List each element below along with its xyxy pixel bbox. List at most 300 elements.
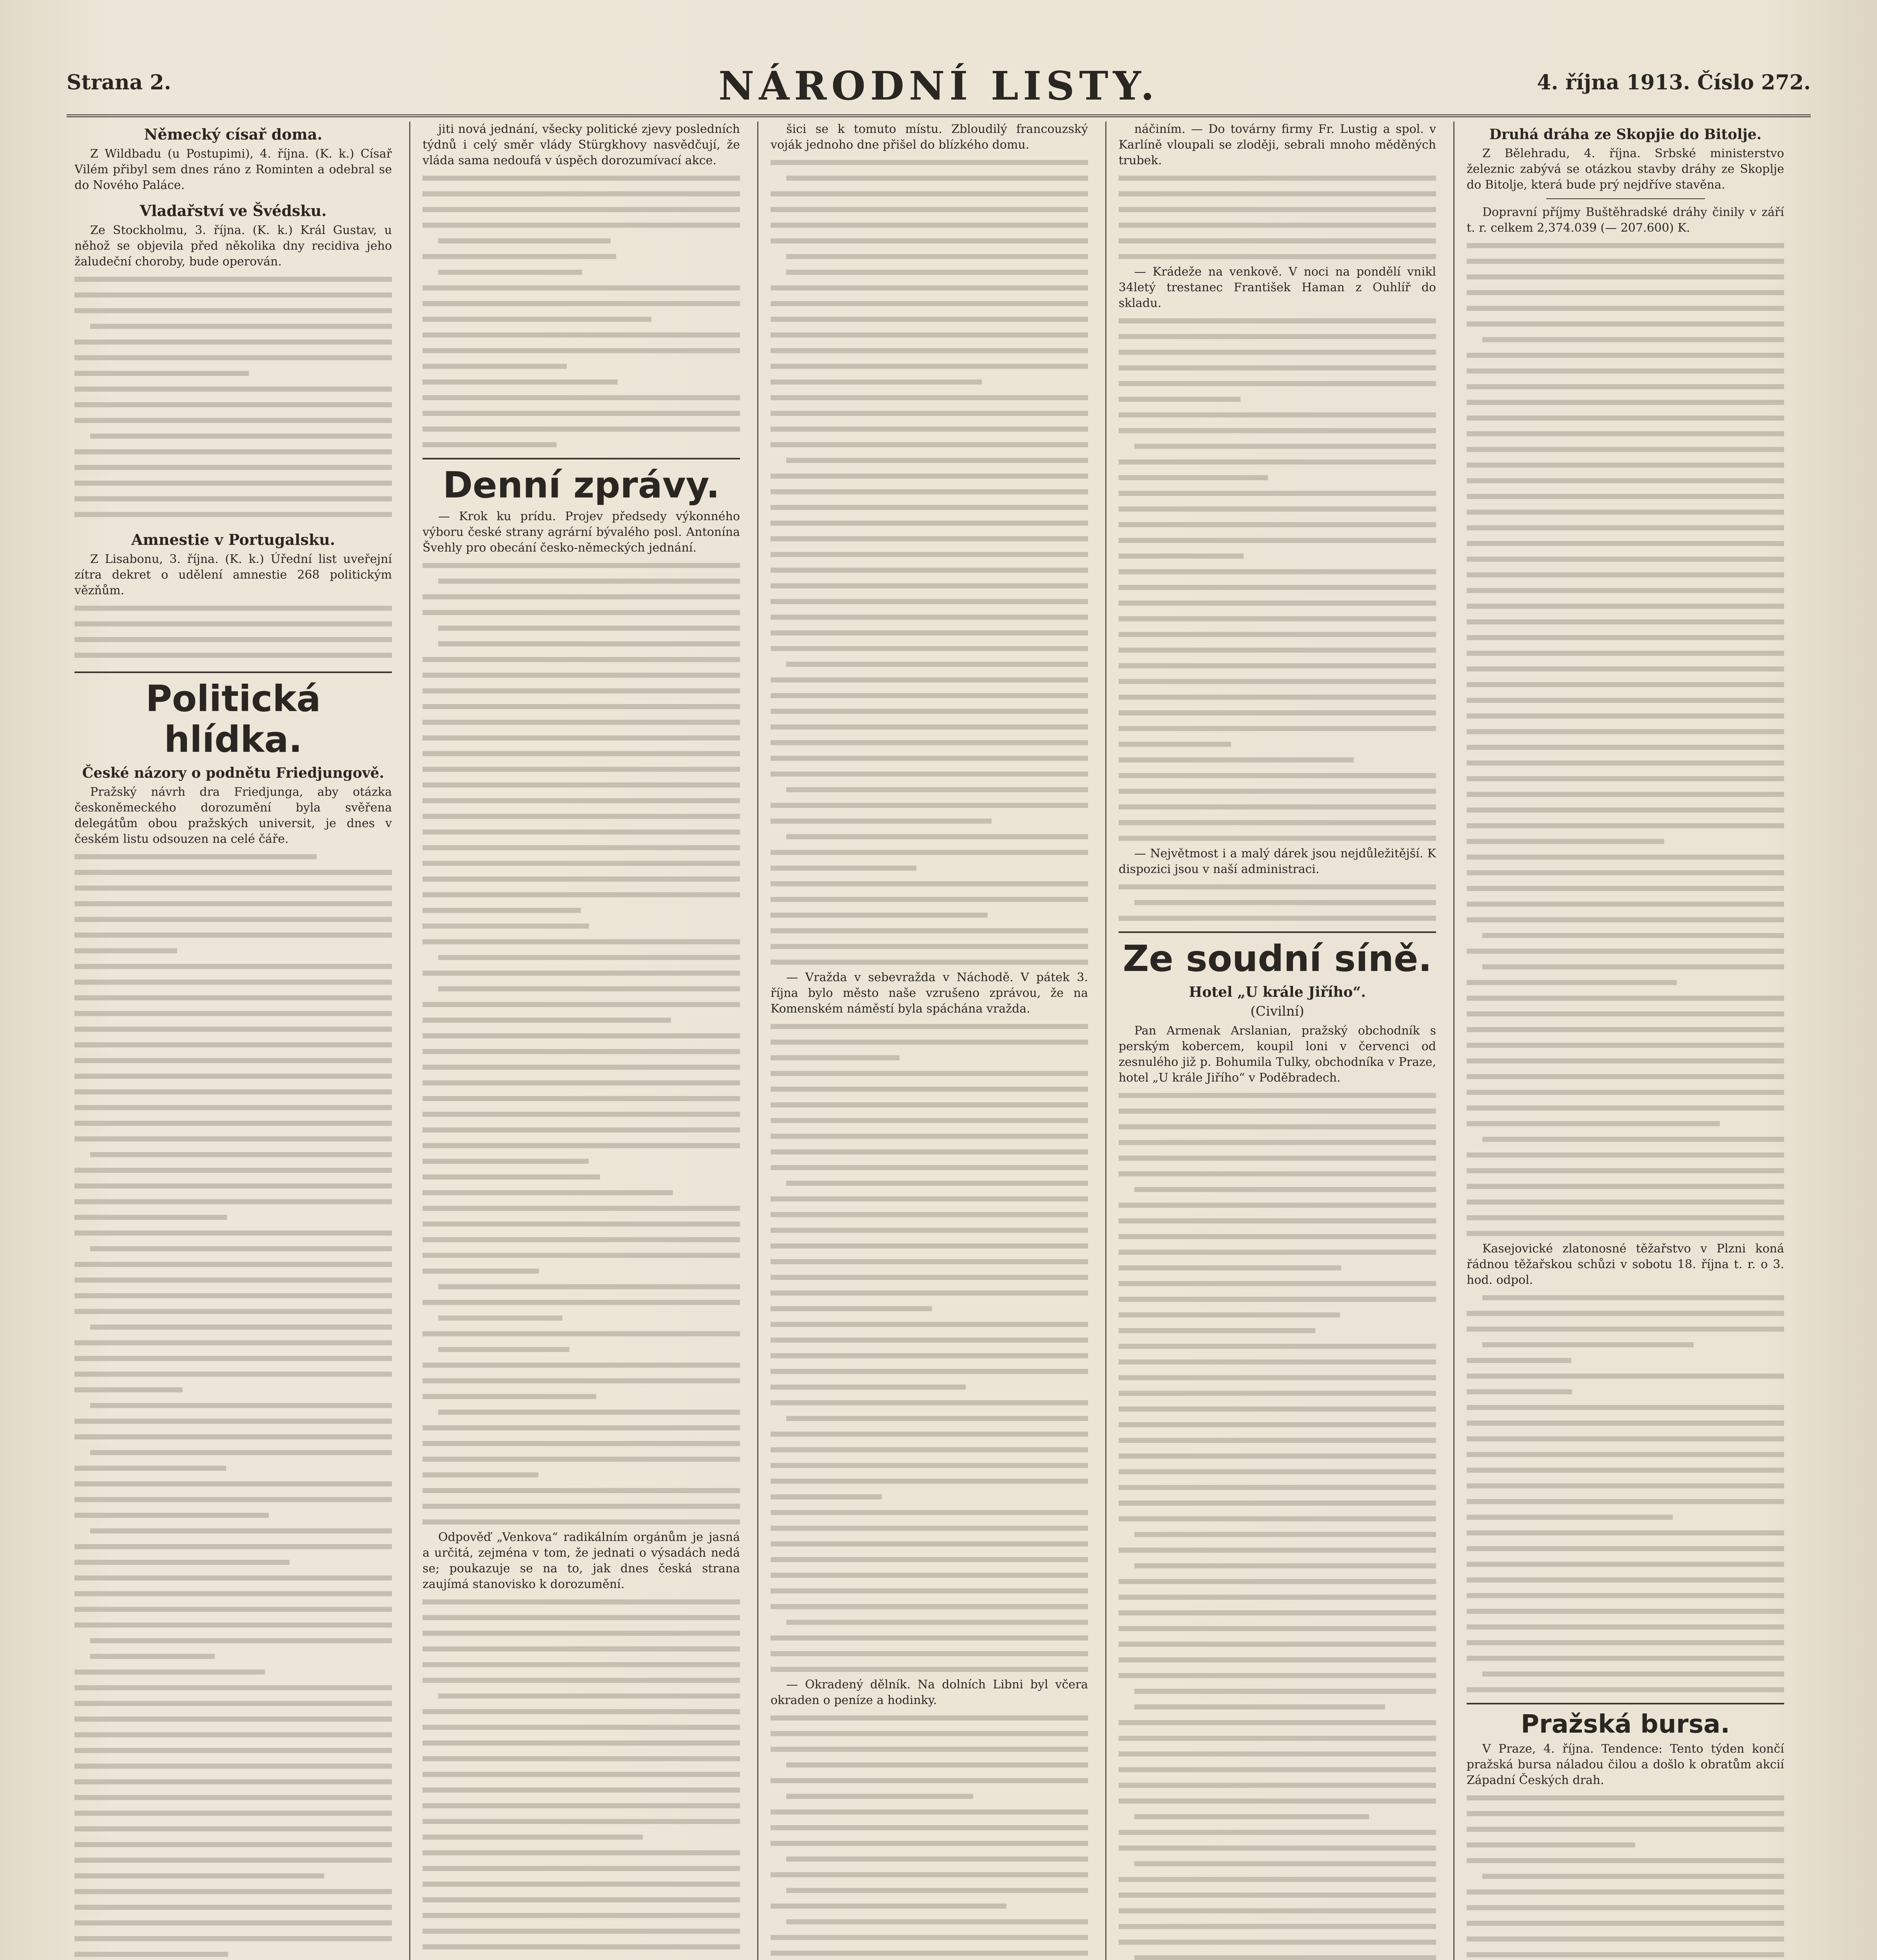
text-line [771, 1175, 1088, 1191]
text-line [1119, 344, 1436, 360]
text-line [1119, 1511, 1436, 1526]
text-line [1467, 661, 1784, 677]
section-title: Politická hlídka. [145, 678, 321, 760]
text-line [74, 974, 392, 990]
text-line [423, 1892, 740, 1907]
text-line [1467, 1147, 1784, 1163]
text-line [771, 1867, 1088, 1882]
text-line [74, 1037, 392, 1053]
text-line [74, 1633, 392, 1648]
text-line [771, 233, 1088, 249]
text-line [74, 475, 392, 491]
text-line [423, 871, 740, 887]
text-line [74, 271, 392, 287]
text-line [771, 327, 1088, 343]
text-line [1119, 360, 1436, 376]
text-line [1119, 752, 1436, 768]
column-divider [757, 122, 758, 1960]
text-line [1119, 391, 1436, 407]
text-line [771, 1410, 1088, 1426]
text-line [771, 766, 1088, 782]
text-line [771, 1489, 1088, 1504]
text-line [771, 625, 1088, 641]
text-line [771, 1285, 1088, 1301]
text-line [1119, 1903, 1436, 1918]
text-line [74, 880, 392, 896]
text-line [74, 1931, 392, 1946]
text-line [74, 1225, 392, 1241]
article-body-lines [1467, 1290, 1784, 1697]
text-line [423, 777, 740, 793]
text-line [1467, 1603, 1784, 1619]
page-number: Strana 2. [67, 71, 171, 94]
text-line [423, 887, 740, 902]
text-line [1119, 1448, 1436, 1464]
issue-date: 4. října 1913. Číslo 272. [1537, 71, 1811, 94]
text-line [1119, 1715, 1436, 1730]
text-line [1467, 786, 1784, 802]
text-line [771, 1630, 1088, 1646]
text-line [771, 1301, 1088, 1316]
text-line [1119, 1213, 1436, 1229]
text-line [423, 699, 740, 714]
article-headline: Druhá dráha ze Skopjie do Bitolje. [1489, 126, 1762, 143]
masthead-rule [67, 114, 1811, 117]
article [74, 202, 392, 522]
text-line [1467, 1305, 1784, 1321]
text-line [423, 1610, 740, 1625]
text-line [771, 735, 1088, 750]
text-line [1119, 1589, 1436, 1605]
text-line [74, 287, 392, 303]
text-line [1119, 1573, 1436, 1589]
text-line [1467, 1053, 1784, 1069]
text-line [1119, 470, 1436, 485]
text-line [771, 468, 1088, 484]
text-line [1467, 1635, 1784, 1650]
text-line [771, 923, 1088, 938]
section-title: Ze soudní síně. [1123, 938, 1432, 980]
text-line [771, 1804, 1088, 1820]
text-line [771, 562, 1088, 578]
text-line [1467, 1915, 1784, 1931]
text-line [74, 318, 392, 334]
text-line [1119, 799, 1436, 815]
text-line [1119, 1119, 1436, 1134]
text-line [1119, 1229, 1436, 1244]
text-line [423, 1498, 740, 1514]
text-line [771, 1254, 1088, 1269]
text-line [423, 1829, 740, 1845]
article [74, 125, 392, 193]
text-line [1467, 1572, 1784, 1588]
text-line [771, 876, 1088, 891]
text-line [1467, 755, 1784, 771]
text-line [423, 1122, 740, 1138]
text-line [74, 1178, 392, 1194]
text-line [771, 938, 1088, 954]
text-line [771, 437, 1088, 452]
text-line [1467, 1509, 1784, 1525]
text-line [74, 1366, 392, 1382]
text-line [771, 1457, 1088, 1473]
text-line [1119, 1197, 1436, 1213]
text-line [1467, 1837, 1784, 1853]
text-line [423, 1451, 740, 1467]
text-line [1119, 626, 1436, 642]
text-line [1119, 1323, 1436, 1338]
text-line [1119, 1526, 1436, 1542]
text-line [771, 1426, 1088, 1442]
text-line [74, 1021, 392, 1037]
text-line [1119, 658, 1436, 673]
text-line [771, 907, 1088, 923]
text-line [1467, 535, 1784, 551]
text-line [423, 1766, 740, 1782]
text-line [1467, 363, 1784, 379]
text-line [1467, 724, 1784, 739]
text-line [1119, 1103, 1436, 1119]
text-line [771, 1788, 1088, 1804]
text-line [771, 1536, 1088, 1552]
text-line [1119, 548, 1436, 564]
text-line [1467, 253, 1784, 269]
text-line [771, 390, 1088, 405]
text-line [771, 1504, 1088, 1520]
text-line [74, 1601, 392, 1617]
text-line [771, 170, 1088, 186]
text-line [771, 1520, 1088, 1536]
article-text: Dopravní příjmy Buštěhradské dráhy činily v září t. r. celkem 2,374.039 (— 207.600) K. [1467, 205, 1784, 235]
text-line [1119, 1730, 1436, 1746]
text-line [1119, 830, 1436, 846]
text-line [74, 365, 392, 381]
text-line [771, 656, 1088, 672]
text-line [1119, 170, 1436, 186]
text-line [1467, 347, 1784, 363]
text-line [771, 1726, 1088, 1741]
text-line [1467, 833, 1784, 849]
article-body-lines [771, 1018, 1088, 1677]
text-line [423, 1310, 740, 1326]
text-line [771, 829, 1088, 844]
text-line [423, 761, 740, 777]
text-line [1467, 912, 1784, 927]
text-line [1119, 1871, 1436, 1887]
text-line [423, 652, 740, 667]
text-line [1467, 583, 1784, 598]
text-line [423, 1436, 740, 1451]
text-line [1467, 300, 1784, 316]
text-line [1467, 1884, 1784, 1900]
text-line [1467, 1682, 1784, 1697]
text-line [74, 1586, 392, 1601]
text-line [74, 397, 392, 412]
text-line [423, 1357, 740, 1373]
text-line [1467, 959, 1784, 975]
text-line [423, 296, 740, 311]
text-line [1119, 768, 1436, 783]
text-line [1119, 1276, 1436, 1291]
text-line [771, 531, 1088, 546]
text-line [423, 1514, 740, 1530]
text-line [1467, 1384, 1784, 1399]
text-line [74, 1445, 392, 1460]
text-line [74, 1680, 392, 1695]
text-line [771, 1710, 1088, 1726]
section-title: Pražská bursa. [1521, 1710, 1730, 1739]
text-line [1467, 1006, 1784, 1022]
text-line [423, 1012, 740, 1028]
text-line [1467, 1494, 1784, 1509]
column-divider [1105, 122, 1106, 1960]
text-line [423, 918, 740, 934]
article-headline: Vladařství ve Švédsku. [140, 202, 327, 220]
article-body-lines [423, 170, 740, 452]
text-line [771, 609, 1088, 625]
text-line [74, 1147, 392, 1162]
text-line [1467, 1337, 1784, 1352]
masthead [67, 63, 1811, 110]
text-line [74, 647, 392, 663]
column-5 [1467, 122, 1784, 1960]
article-text: — Krádeže na venkově. V noci na pondělí vnikl 34letý trestanec František Haman z Ouhlíř do skladu. [1119, 265, 1436, 310]
article-body-lines [1467, 238, 1784, 1241]
text-line [771, 1473, 1088, 1489]
text-line [74, 1899, 392, 1915]
divider [1546, 198, 1705, 199]
text-line [423, 1467, 740, 1483]
text-line [771, 813, 1088, 829]
article-text: Ze Stockholmu, 3. října. (K. k.) Král Gustav, u něhož se objevila před několika dny recidiva jeho žaludeční choroby, bude operován. [74, 223, 392, 269]
text-line [771, 750, 1088, 766]
text-line [74, 1084, 392, 1100]
text-line [771, 891, 1088, 907]
text-line [1119, 1401, 1436, 1417]
text-line [1119, 879, 1436, 895]
article-text: Odpověď „Venkova“ radikálním orgánům je jasná a určitá, zejména v tom, že jednati o výsadách nedá se; poukazuje se na to, jak dnes česká strana zaujímá stanovisko k dorozumění. [423, 1530, 740, 1591]
text-line [1119, 1636, 1436, 1652]
text-line [771, 1914, 1088, 1929]
text-line [771, 499, 1088, 515]
text-line [74, 1397, 392, 1413]
text-line [1467, 1116, 1784, 1131]
article-text: — Největmost i a malý dárek jsou nejdůležitější. K dispozici jsou v naší administraci. [1119, 847, 1436, 876]
text-line [1119, 1134, 1436, 1150]
text-line [74, 911, 392, 927]
text-line [771, 264, 1088, 280]
article-body-lines [1119, 170, 1436, 264]
text-line [1119, 736, 1436, 752]
text-line [74, 1570, 392, 1586]
text-line [74, 1272, 392, 1288]
text-line [74, 1005, 392, 1021]
text-line [74, 381, 392, 397]
text-line [423, 1955, 740, 1960]
text-line [1119, 1668, 1436, 1683]
text-line [1467, 1446, 1784, 1462]
text-line [423, 1326, 740, 1341]
text-line [423, 683, 740, 699]
text-line [1467, 332, 1784, 347]
text-line [771, 1646, 1088, 1661]
section-rule [74, 671, 392, 673]
text-line [423, 1704, 740, 1719]
text-line [423, 1341, 740, 1357]
text-line [771, 217, 1088, 233]
text-line [74, 1115, 392, 1131]
text-line [423, 374, 740, 390]
article-text: — Vražda v sebevražda v Náchodě. V pátek 3. října bylo město naše vzrušeno zprávou, že na Komenském náměstí byla spáchána vražda. [771, 971, 1088, 1016]
text-line [1467, 1194, 1784, 1210]
text-line [423, 1059, 740, 1075]
text-line [1467, 1321, 1784, 1337]
text-line [1467, 990, 1784, 1006]
text-line [1119, 1683, 1436, 1699]
text-line [74, 1774, 392, 1789]
text-line [74, 1053, 392, 1068]
text-line [74, 491, 392, 506]
text-line [423, 421, 740, 437]
text-line [771, 1128, 1088, 1144]
text-line [1119, 1150, 1436, 1166]
text-line [1467, 1821, 1784, 1837]
text-line [423, 1688, 740, 1704]
text-line [74, 1727, 392, 1742]
text-line [1467, 441, 1784, 457]
text-line [1119, 249, 1436, 264]
text-line [423, 1153, 740, 1169]
text-line [1119, 1746, 1436, 1762]
text-line [423, 667, 740, 683]
text-line [74, 1460, 392, 1476]
text-line [771, 641, 1088, 656]
section-rule [423, 458, 740, 459]
text-line [771, 1929, 1088, 1945]
text-line [74, 1382, 392, 1397]
text-line [74, 1789, 392, 1805]
text-line [771, 593, 1088, 609]
text-line [1467, 927, 1784, 943]
text-line [423, 934, 740, 949]
text-line [1467, 1100, 1784, 1116]
text-line [1119, 1934, 1436, 1950]
text-line [74, 1131, 392, 1147]
text-line [771, 546, 1088, 562]
text-line [1119, 1605, 1436, 1621]
text-line [423, 217, 740, 233]
text-line [1467, 1525, 1784, 1541]
text-line [423, 1845, 740, 1860]
text-line [74, 1758, 392, 1774]
text-line [1119, 313, 1436, 328]
text-line [1119, 595, 1436, 611]
text-line [771, 719, 1088, 735]
text-line [423, 824, 740, 840]
text-line [771, 1583, 1088, 1599]
text-line [771, 1112, 1088, 1128]
text-line [1119, 532, 1436, 548]
text-line [1119, 1621, 1436, 1636]
text-line [423, 746, 740, 761]
article-text: Pražský návrh dra Friedjunga, aby otázka českoněmeckého dorozumění byla svěřena delegátům obou pražských universit, je dnes v českém listu odsouzen na celé čáře. [74, 785, 392, 846]
text-line [1119, 673, 1436, 689]
text-line [74, 1413, 392, 1429]
text-line [423, 201, 740, 217]
text-line [1119, 1762, 1436, 1777]
text-line [771, 1160, 1088, 1175]
article-body-lines [74, 271, 392, 522]
text-line [423, 1657, 740, 1672]
text-line [423, 1216, 740, 1232]
text-line [74, 1209, 392, 1225]
text-line [1119, 910, 1436, 926]
text-line [423, 343, 740, 358]
text-line [771, 249, 1088, 264]
text-line [1467, 473, 1784, 488]
text-line [1467, 1478, 1784, 1494]
text-line [1467, 771, 1784, 786]
text-line [1119, 517, 1436, 532]
text-line [1467, 1399, 1784, 1415]
text-line [74, 1350, 392, 1366]
text-line [1119, 1260, 1436, 1276]
text-line [771, 343, 1088, 358]
text-line [74, 1476, 392, 1492]
text-line [1119, 611, 1436, 626]
article-text: V Praze, 4. října. Tendence: Tento týden končí pražská bursa náladou čilou a došlo k obratům akcií Západní Českých drah. [1467, 1742, 1784, 1787]
article-headline: Německý císař doma. [144, 125, 323, 143]
text-line [423, 1091, 740, 1106]
text-line [771, 1065, 1088, 1081]
text-line [1467, 457, 1784, 473]
text-line [423, 405, 740, 421]
text-line [423, 1923, 740, 1939]
text-line [74, 1256, 392, 1272]
text-line [1119, 1887, 1436, 1903]
text-line [1467, 1541, 1784, 1556]
text-line [1467, 316, 1784, 332]
text-line [423, 636, 740, 652]
text-line [771, 1316, 1088, 1332]
text-line [1119, 1464, 1436, 1479]
text-line [1119, 1307, 1436, 1323]
text-line [74, 1946, 392, 1960]
text-line [1467, 802, 1784, 818]
text-line [1467, 614, 1784, 630]
text-line [1467, 567, 1784, 583]
text-line [423, 280, 740, 296]
text-line [771, 1773, 1088, 1788]
text-line [771, 1238, 1088, 1254]
text-line [423, 1263, 740, 1279]
text-line [1119, 720, 1436, 736]
article-text: jiti nová jednání, všecky politické zjevy posledních týdnů i celý směr vlády Stürgkhovy nasvědčují, že vláda sama nedoufá v úspěch dorozumívací akce. [423, 122, 740, 167]
text-line [1467, 1462, 1784, 1478]
text-line [423, 1625, 740, 1641]
text-line [1467, 739, 1784, 755]
text-line [1467, 504, 1784, 520]
article-text: Kasejovické zlatonosné těžařstvo v Plzni koná řádnou těžařskou schůzi v sobotu 18. října t. r. o 3. hod. odpol. [1467, 1242, 1784, 1287]
text-line [423, 1404, 740, 1420]
text-line [74, 444, 392, 459]
text-line [1467, 1225, 1784, 1241]
text-line [1467, 896, 1784, 912]
text-line [1119, 1824, 1436, 1840]
text-line [1467, 692, 1784, 708]
text-line [1467, 880, 1784, 896]
text-line [1467, 865, 1784, 880]
